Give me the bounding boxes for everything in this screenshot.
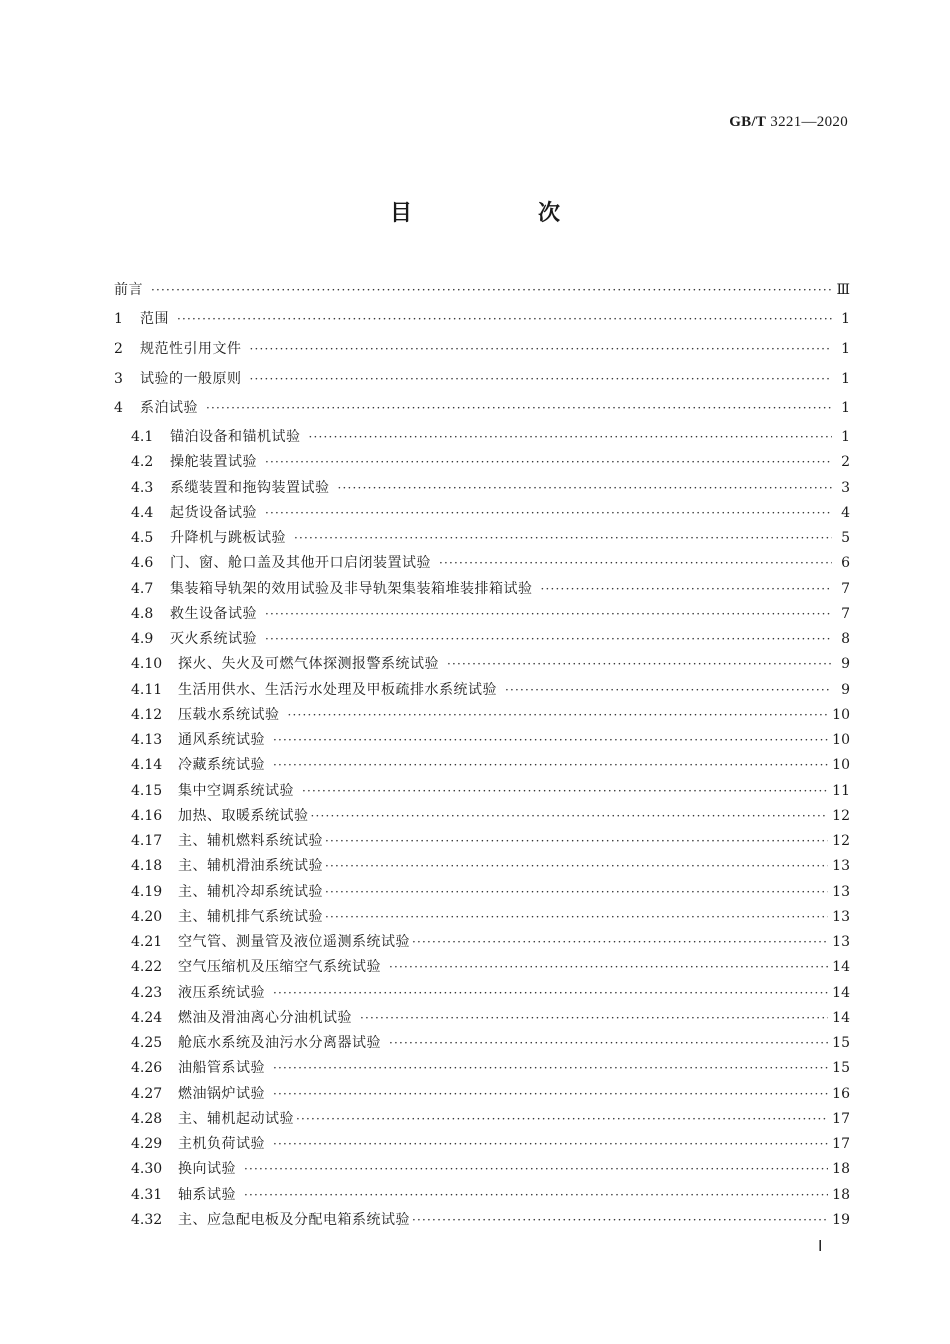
toc-entry-number: 4.17 — [131, 833, 163, 849]
toc-entry-number: 1 — [114, 311, 123, 327]
toc-entry-number: 4.4 — [131, 504, 154, 521]
toc-entry-page: 9 — [841, 681, 850, 698]
toc-entry-number: 4.22 — [131, 959, 163, 976]
toc-entry-page: 1 — [841, 341, 850, 357]
toc-entry-title: 灭火系统试验 — [170, 631, 257, 647]
toc-entry-number: 4.24 — [131, 1009, 163, 1026]
toc-entry-number: 4.14 — [131, 757, 163, 774]
toc-entry-number: 4.30 — [131, 1161, 163, 1178]
toc-entry-title: 加热、取暖系统试验 — [178, 807, 309, 824]
toc-entry-page: 19 — [832, 1211, 850, 1228]
toc-entry-title: 主、辅机起动试验 — [178, 1110, 294, 1127]
toc-entry-page: 17 — [832, 1136, 850, 1152]
toc-entry-number: 4.18 — [131, 858, 163, 875]
toc-entry[interactable] — [131, 983, 850, 1003]
toc-entry-page: 1 — [841, 371, 850, 387]
toc-entry-page: 14 — [832, 959, 850, 976]
toc-entry-title: 前言 — [114, 282, 143, 298]
toc-entry[interactable] — [114, 309, 850, 329]
toc-entry-title: 压载水系统试验 — [178, 706, 280, 723]
toc-entry-page: 13 — [832, 858, 850, 875]
toc-entry-number: 4.9 — [131, 631, 154, 647]
dot-leader — [311, 806, 829, 826]
toc-entry-title: 主、应急配电板及分配电箱系统试验 — [178, 1211, 410, 1228]
toc-entry-number: 4.15 — [131, 782, 163, 799]
dot-leader — [439, 553, 832, 573]
dot-leader — [273, 730, 828, 750]
toc-entry-title: 系泊试验 — [140, 400, 198, 416]
toc-entry-number: 4.29 — [131, 1136, 163, 1152]
toc-entry[interactable] — [131, 831, 850, 851]
toc-entry-title: 空气管、测量管及液位遥测系统试验 — [178, 934, 410, 950]
dot-leader — [360, 1008, 828, 1028]
toc-entry-title: 范围 — [140, 311, 169, 327]
toc-entry-number: 4.16 — [131, 807, 163, 824]
toc-entry-page: 14 — [832, 1009, 850, 1026]
dot-leader — [244, 1185, 828, 1205]
toc-entry-page: 1 — [841, 429, 850, 445]
dot-leader — [541, 579, 833, 599]
toc-entry-page: 10 — [832, 706, 850, 723]
dot-leader — [389, 1033, 828, 1053]
toc-entry-page: 14 — [832, 984, 850, 1001]
toc-entry-title: 燃油锅炉试验 — [178, 1085, 265, 1102]
dot-leader — [273, 1134, 828, 1154]
toc-entry-title: 主机负荷试验 — [178, 1136, 265, 1152]
dot-leader — [325, 882, 828, 902]
toc-entry[interactable] — [131, 654, 850, 674]
toc-entry-number: 4.11 — [131, 681, 163, 698]
toc-entry-title: 燃油及滑油离心分油机试验 — [178, 1009, 352, 1026]
toc-entry-page: 18 — [832, 1186, 850, 1203]
toc-entry-title: 门、窗、舱口盖及其他开口启闭装置试验 — [170, 555, 431, 572]
toc-entry-page: 15 — [832, 1060, 850, 1077]
toc-entry-number: 4.32 — [131, 1211, 163, 1228]
toc-entry-page: 2 — [841, 454, 850, 471]
toc-entry-title: 探火、失火及可燃气体探测报警系统试验 — [178, 656, 439, 673]
toc-entry[interactable] — [131, 503, 850, 523]
dot-leader — [250, 369, 833, 389]
toc-entry-page: 16 — [832, 1085, 850, 1102]
toc-entry-page: 13 — [832, 934, 850, 950]
toc-entry[interactable] — [114, 280, 850, 300]
toc-entry-title: 主、辅机排气系统试验 — [178, 908, 323, 925]
toc-entry-number: 4.23 — [131, 984, 163, 1001]
toc-entry-page: 18 — [832, 1161, 850, 1178]
toc-entry[interactable] — [131, 882, 850, 902]
toc-entry[interactable] — [131, 1185, 850, 1205]
toc-entry-number: 4.13 — [131, 732, 163, 748]
toc-entry-title: 规范性引用文件 — [140, 341, 242, 357]
dot-leader — [309, 427, 833, 447]
toc-entry-title: 集装箱导轨架的效用试验及非导轨架集装箱堆装排箱试验 — [170, 580, 533, 597]
toc-entry[interactable] — [131, 1159, 850, 1179]
toc-entry-page: 1 — [841, 311, 850, 327]
toc-entry-page: 11 — [832, 782, 850, 799]
toc-entry[interactable] — [131, 629, 850, 649]
dot-leader — [273, 983, 828, 1003]
toc-entry[interactable] — [131, 579, 850, 599]
toc-entry-title: 主、辅机冷却系统试验 — [178, 883, 323, 900]
toc-entry-number: 4.6 — [131, 555, 154, 572]
toc-entry-number: 4.3 — [131, 479, 154, 496]
toc-entry-page: 6 — [841, 555, 850, 572]
dot-leader — [273, 1058, 828, 1078]
dot-leader — [265, 503, 832, 523]
toc-entry-title: 油船管系试验 — [178, 1060, 265, 1077]
dot-leader — [265, 604, 832, 624]
toc-entry-page: 7 — [841, 580, 850, 597]
toc-entry-page: 5 — [841, 530, 850, 546]
dot-leader — [273, 1084, 828, 1104]
toc-entry[interactable] — [131, 478, 850, 498]
dot-leader — [302, 781, 828, 801]
toc-entry-page: 15 — [832, 1035, 850, 1051]
document-code — [729, 114, 848, 131]
toc-entry[interactable] — [131, 1033, 850, 1053]
toc-entry-number: 4.25 — [131, 1035, 163, 1051]
toc-entry-page: 13 — [832, 908, 850, 925]
toc-entry[interactable] — [131, 1058, 850, 1078]
toc-entry-number: 4.31 — [131, 1186, 163, 1203]
toc-entry-number: 2 — [114, 341, 123, 357]
toc-entry-page: 3 — [841, 479, 850, 496]
toc-entry[interactable] — [131, 806, 850, 826]
toc-entry[interactable] — [131, 907, 850, 927]
dot-leader — [296, 1109, 828, 1129]
toc-entry-title: 操舵装置试验 — [170, 454, 257, 471]
dot-leader — [294, 528, 832, 548]
toc-entry[interactable] — [131, 680, 850, 700]
toc-entry[interactable] — [131, 856, 850, 876]
toc-entry[interactable] — [131, 1134, 850, 1154]
toc-entry[interactable] — [131, 1109, 850, 1129]
toc-entry-number: 4.2 — [131, 454, 154, 471]
toc-entry-title: 系缆装置和拖钩装置试验 — [170, 479, 330, 496]
toc-entry-number: 4.8 — [131, 605, 154, 622]
standard-number: 3221—2020 — [770, 114, 848, 130]
toc-entry-title: 换向试验 — [178, 1161, 236, 1178]
toc-entry-title: 主、辅机滑油系统试验 — [178, 858, 323, 875]
dot-leader — [206, 398, 832, 418]
dot-leader — [265, 629, 832, 649]
toc-entry-page: Ⅲ — [836, 282, 850, 298]
toc-entry[interactable] — [131, 1008, 850, 1028]
dot-leader — [338, 478, 833, 498]
toc-entry[interactable] — [131, 452, 850, 472]
toc-entry[interactable] — [131, 705, 850, 725]
toc-entry[interactable] — [131, 427, 850, 447]
toc-entry[interactable] — [131, 604, 850, 624]
toc-entry-title: 通风系统试验 — [178, 732, 265, 748]
toc-entry-page: 8 — [841, 631, 850, 647]
toc-entry-page: 12 — [832, 833, 850, 849]
toc-entry-page: 17 — [832, 1110, 850, 1127]
toc-entry-page: 7 — [841, 605, 850, 622]
toc-entry-page: 9 — [841, 656, 850, 673]
page-title: 目 次 — [389, 201, 612, 226]
toc-entry[interactable] — [131, 755, 850, 775]
toc-entry-title: 锚泊设备和锚机试验 — [170, 429, 301, 445]
toc-entry-title: 轴系试验 — [178, 1186, 236, 1203]
toc-entry-number: 4.7 — [131, 580, 154, 597]
dot-leader — [151, 280, 832, 300]
dot-leader — [273, 755, 828, 775]
toc-entry-title: 空气压缩机及压缩空气系统试验 — [178, 959, 381, 976]
toc-entry-title: 集中空调系统试验 — [178, 782, 294, 799]
standard-prefix: GB/T — [729, 114, 767, 130]
toc-entry-page: 12 — [832, 807, 850, 824]
toc-entry[interactable] — [131, 1084, 850, 1104]
dot-leader — [325, 831, 828, 851]
toc-entry[interactable] — [131, 781, 850, 801]
dot-leader — [244, 1159, 828, 1179]
dot-leader — [288, 705, 829, 725]
toc-entry[interactable] — [131, 730, 850, 750]
dot-leader — [250, 339, 833, 359]
page-number: Ⅰ — [818, 1239, 823, 1255]
toc-entry-number: 4.12 — [131, 706, 163, 723]
toc-entry-number: 4.26 — [131, 1060, 163, 1077]
toc-entry-title: 冷藏系统试验 — [178, 757, 265, 774]
toc-entry[interactable] — [114, 398, 850, 418]
dot-leader — [325, 907, 828, 927]
toc-entry[interactable] — [131, 932, 850, 952]
toc-entry-title: 试验的一般原则 — [140, 371, 242, 387]
toc-entry-number: 4.10 — [131, 656, 163, 673]
toc-entry[interactable] — [114, 339, 850, 359]
toc-entry-number: 4.5 — [131, 530, 154, 546]
toc-entry[interactable] — [114, 369, 850, 389]
dot-leader — [505, 680, 832, 700]
toc-entry[interactable] — [131, 1210, 850, 1230]
toc-entry-number: 4.21 — [131, 934, 163, 950]
toc-entry-page: 13 — [832, 883, 850, 900]
dot-leader — [447, 654, 832, 674]
toc-entry-number: 4.20 — [131, 908, 163, 925]
toc-entry-number: 4.1 — [131, 429, 154, 445]
toc-entry[interactable] — [131, 957, 850, 977]
toc-entry-title: 主、辅机燃料系统试验 — [178, 833, 323, 849]
toc-entry-number: 3 — [114, 371, 123, 387]
dot-leader — [265, 452, 832, 472]
dot-leader — [389, 957, 828, 977]
toc-entry-number: 4.19 — [131, 883, 163, 900]
toc-entry-number: 4.27 — [131, 1085, 163, 1102]
toc-entry-page: 4 — [841, 504, 850, 521]
dot-leader — [412, 932, 828, 952]
toc-entry-title: 起货设备试验 — [170, 504, 257, 521]
dot-leader — [412, 1210, 828, 1230]
toc-entry-page: 1 — [841, 400, 850, 416]
toc-entry-title: 液压系统试验 — [178, 984, 265, 1001]
dot-leader — [325, 856, 828, 876]
toc-entry-title: 舱底水系统及油污水分离器试验 — [178, 1035, 381, 1051]
toc-entry-number: 4.28 — [131, 1110, 163, 1127]
dot-leader — [177, 309, 832, 329]
toc-entry-title: 生活用供水、生活污水处理及甲板疏排水系统试验 — [178, 681, 497, 698]
toc-entry[interactable] — [131, 528, 850, 548]
toc-entry-title: 升降机与跳板试验 — [170, 530, 286, 546]
toc-entry[interactable] — [131, 553, 850, 573]
toc-entry-number: 4 — [114, 400, 123, 416]
toc-entry-page: 10 — [832, 732, 850, 748]
toc-entry-title: 救生设备试验 — [170, 605, 257, 622]
toc-entry-page: 10 — [832, 757, 850, 774]
